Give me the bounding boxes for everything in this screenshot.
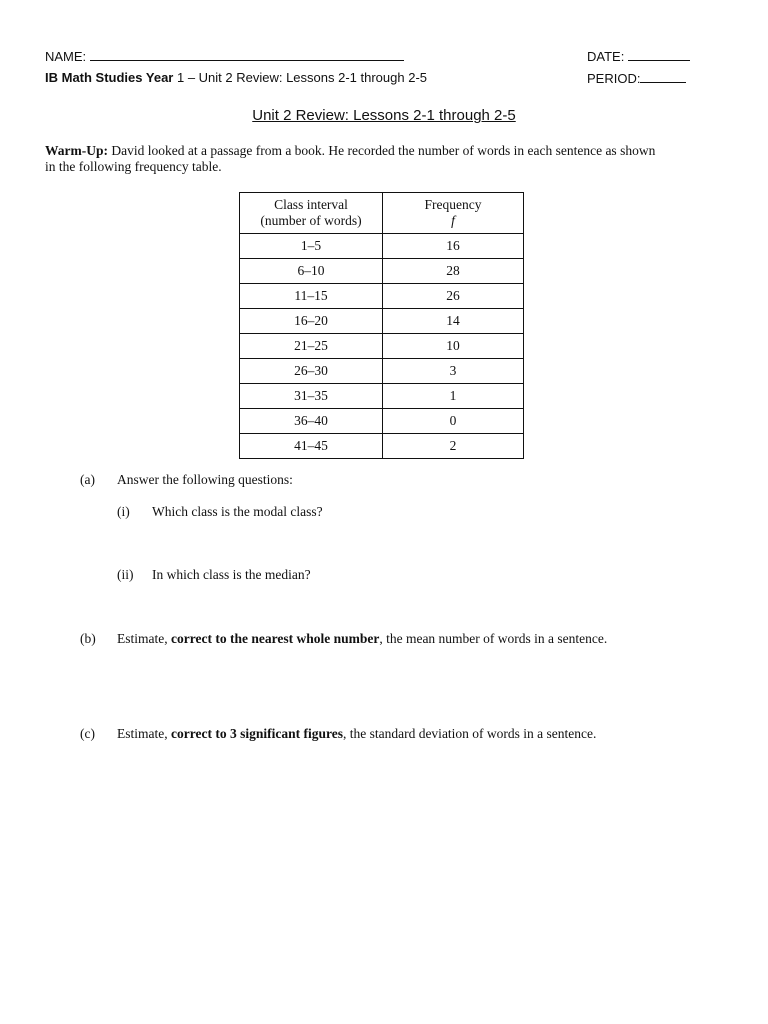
course-line — [45, 70, 427, 85]
date-blank-line[interactable] — [628, 48, 690, 61]
table-row — [240, 359, 524, 384]
course-name: IB Math Studies Year — [45, 70, 174, 85]
date-label: DATE: — [587, 49, 625, 64]
interval-cell: 26–30 — [240, 359, 383, 384]
header-class-interval-line1: Class interval — [274, 197, 348, 212]
interval-cell: 21–25 — [240, 334, 383, 359]
frequency-cell: 2 — [383, 434, 524, 459]
question-b-emphasis: correct to the nearest whole number — [171, 631, 380, 646]
frequency-cell: 10 — [383, 334, 524, 359]
question-c-text — [117, 726, 596, 742]
interval-cell: 36–40 — [240, 409, 383, 434]
table-row — [240, 234, 524, 259]
question-a-text: Answer the following questions: — [117, 472, 293, 487]
interval-cell: 1–5 — [240, 234, 383, 259]
header-class-interval — [240, 193, 383, 234]
frequency-cell: 0 — [383, 409, 524, 434]
question-b-pre: Estimate, — [117, 631, 171, 646]
frequency-cell: 1 — [383, 384, 524, 409]
question-a-ii-text: In which class is the median? — [152, 567, 311, 582]
question-b-text — [117, 631, 607, 647]
question-c-post: , the standard deviation of words in a sentence. — [342, 726, 597, 741]
question-c-label: (c) — [80, 726, 95, 741]
table-header-row — [240, 193, 524, 234]
question-a-i-text: Which class is the modal class? — [152, 504, 323, 519]
table-row — [240, 259, 524, 284]
date-field — [587, 48, 690, 64]
interval-cell: 16–20 — [240, 309, 383, 334]
page-title: Unit 2 Review: Lessons 2-1 through 2-5 — [252, 107, 516, 124]
question-b-post: , the mean number of words in a sentence. — [379, 631, 608, 646]
table-row — [240, 284, 524, 309]
frequency-cell: 3 — [383, 359, 524, 384]
header-frequency-line1: Frequency — [424, 197, 482, 212]
header-class-interval-line2: (number of words) — [260, 213, 362, 228]
table-row — [240, 334, 524, 359]
header-frequency-symbol: f — [451, 213, 455, 228]
question-a-i-label: (i) — [117, 504, 130, 519]
question-c-emphasis: correct to 3 significant figures — [171, 726, 343, 741]
question-a-ii-label: (ii) — [117, 567, 134, 582]
interval-cell: 11–15 — [240, 284, 383, 309]
frequency-cell: 26 — [383, 284, 524, 309]
period-blank-line[interactable] — [640, 70, 686, 83]
frequency-table — [239, 192, 524, 459]
warmup-text-line1: David looked at a passage from a book. He recorded the number of words in each sentence as shown — [108, 143, 656, 158]
warmup-text-line2: in the following frequency table. — [45, 159, 222, 174]
name-field — [45, 48, 404, 64]
interval-cell: 31–35 — [240, 384, 383, 409]
warmup-paragraph — [45, 143, 655, 175]
table-row — [240, 309, 524, 334]
warmup-label: Warm-Up: — [45, 143, 108, 158]
interval-cell: 6–10 — [240, 259, 383, 284]
period-field — [587, 70, 686, 86]
frequency-cell: 28 — [383, 259, 524, 284]
period-label: PERIOD: — [587, 71, 641, 86]
header-frequency — [383, 193, 524, 234]
table-row — [240, 409, 524, 434]
frequency-cell: 14 — [383, 309, 524, 334]
name-blank-line[interactable] — [90, 48, 404, 61]
question-a-label: (a) — [80, 472, 95, 487]
frequency-cell: 16 — [383, 234, 524, 259]
table-row — [240, 384, 524, 409]
course-unit: 1 – Unit 2 Review: Lessons 2-1 through 2-5 — [173, 70, 427, 85]
question-b-label: (b) — [80, 631, 96, 646]
question-c-pre: Estimate, — [117, 726, 171, 741]
name-label: NAME: — [45, 49, 87, 64]
interval-cell: 41–45 — [240, 434, 383, 459]
table-row — [240, 434, 524, 459]
